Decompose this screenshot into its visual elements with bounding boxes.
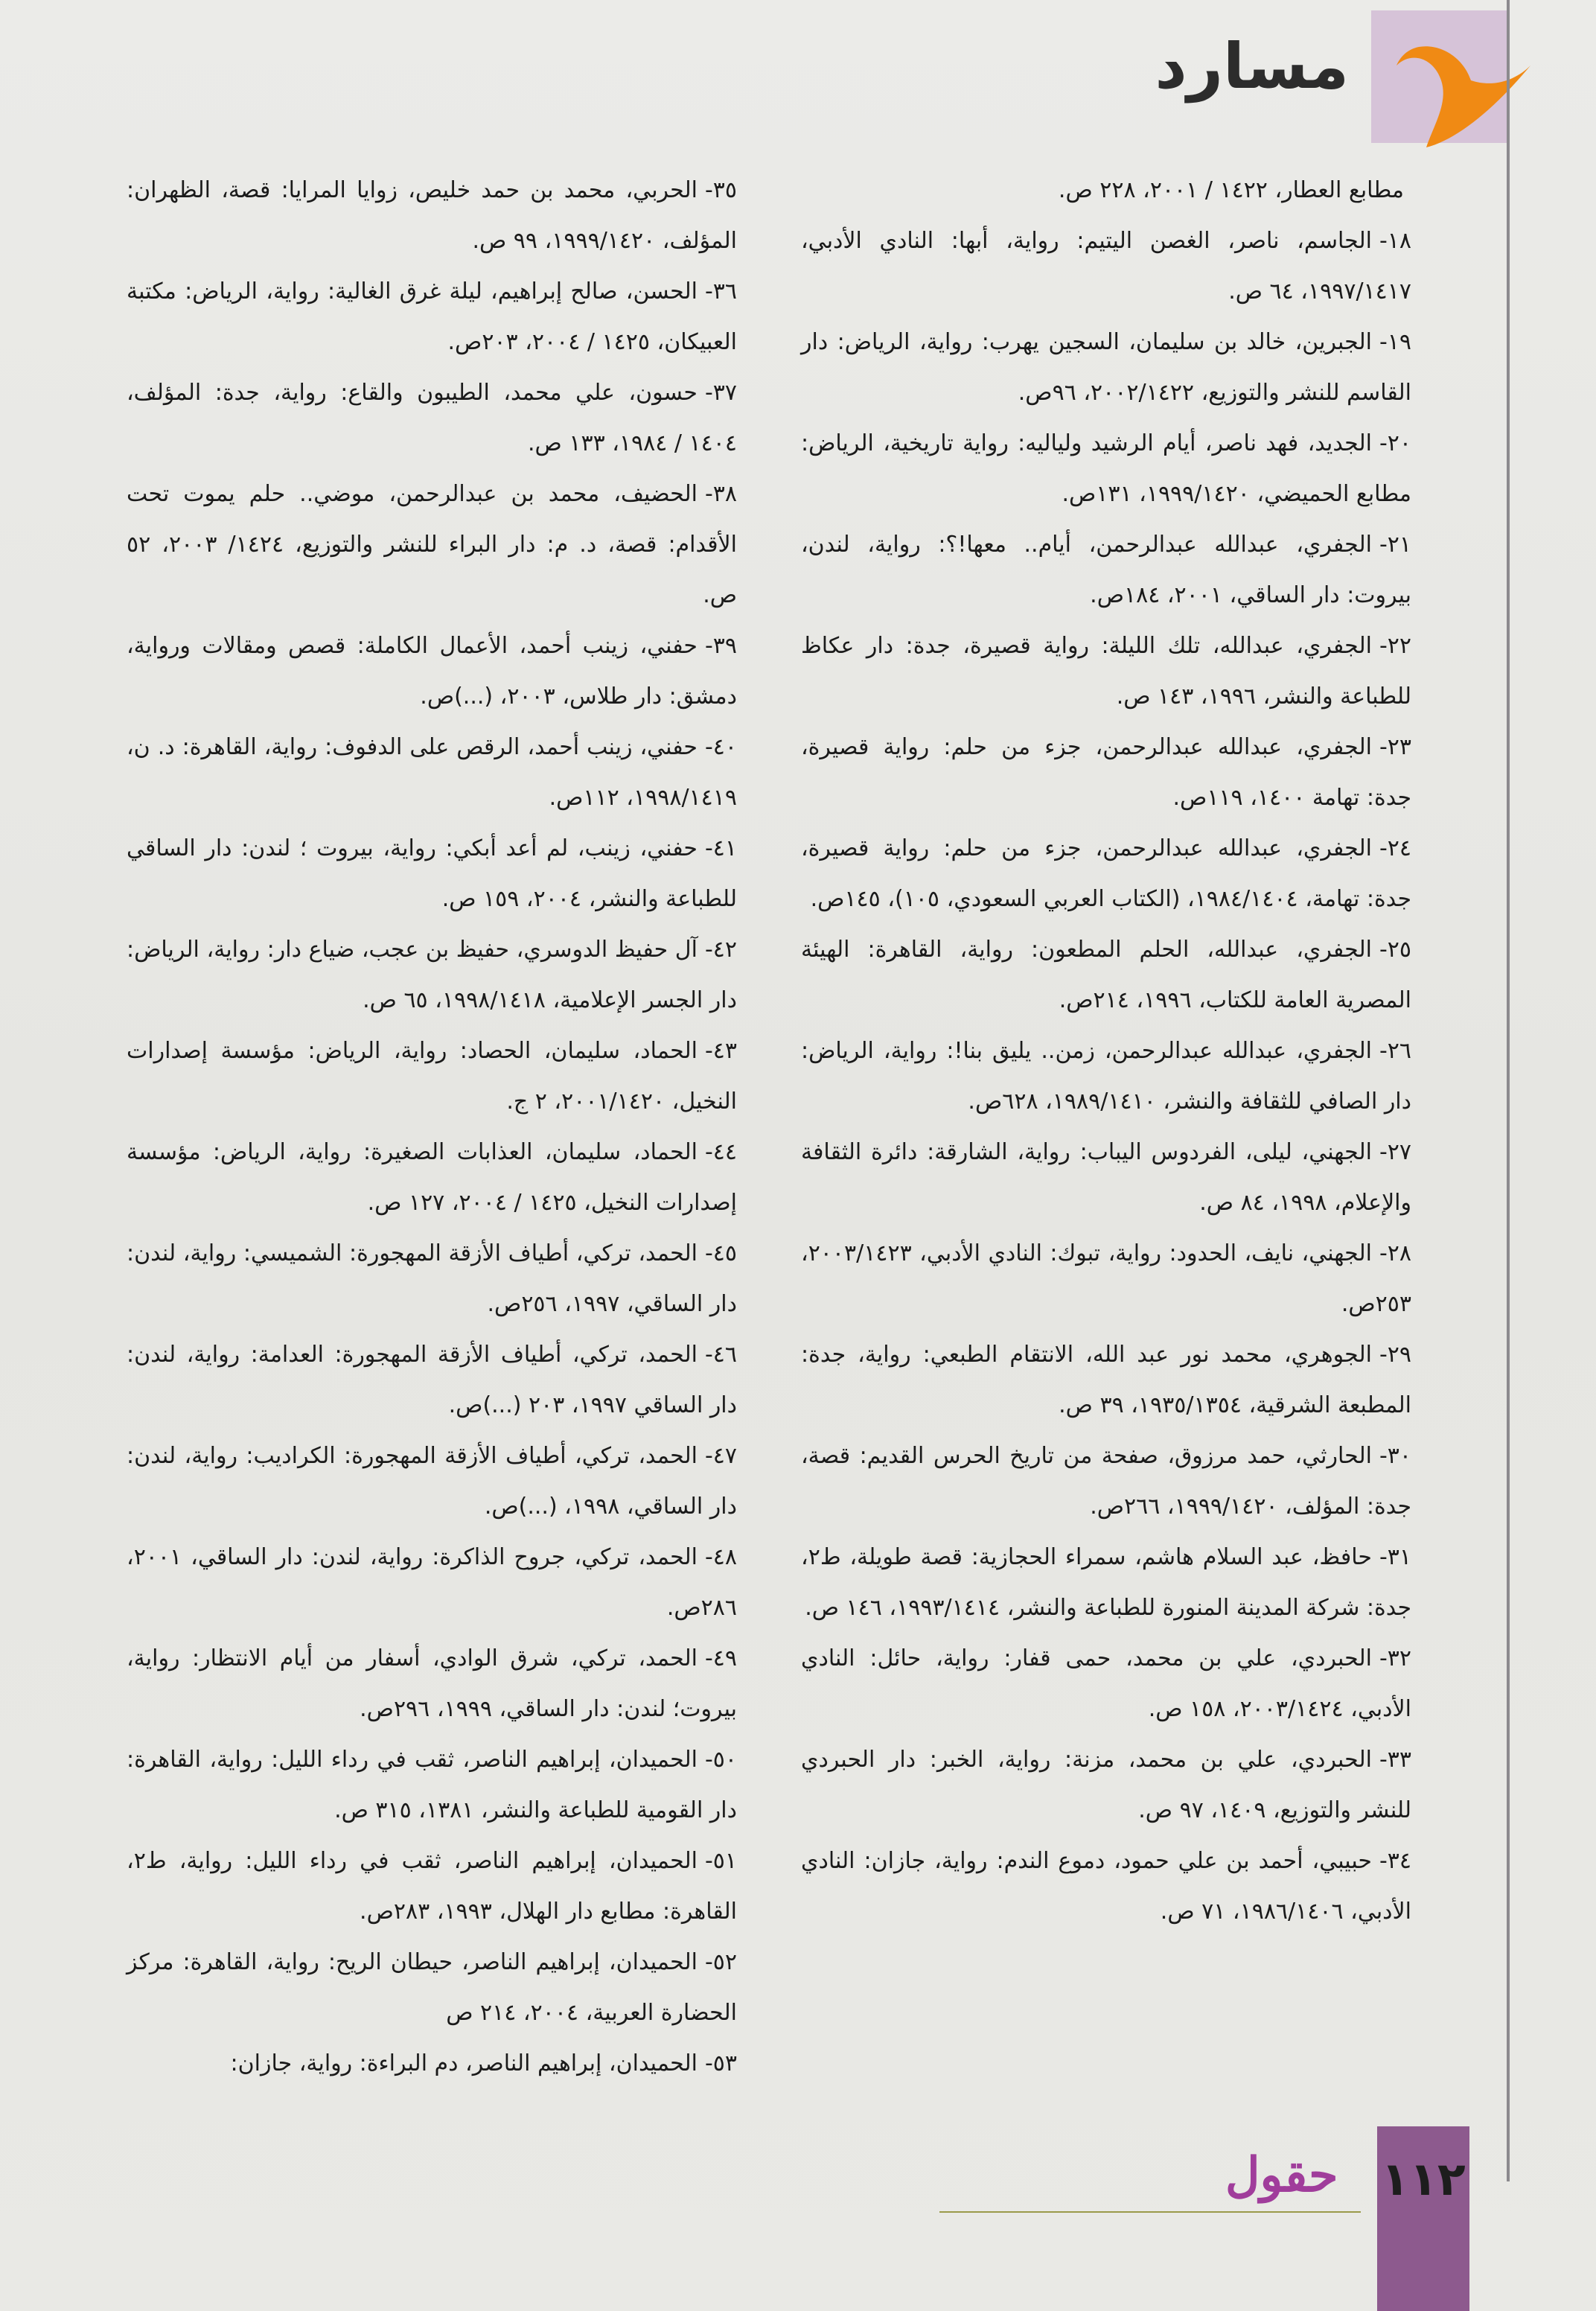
entry-number: ٤٩- — [704, 1645, 737, 1671]
entry-text: الحمد، تركي، جروح الذاكرة: رواية، لندن: دار الساقي، ٢٠٠١، ٢٨٦ص. — [127, 1544, 737, 1621]
entry-number: ٢٦- — [1379, 1038, 1411, 1064]
entry-text: الجفري، عبدالله عبدالرحمن، أيام.. معها!؟: رواية، لندن، بيروت: دار الساقي، ٢٠٠١، ١٨٤ص. — [801, 532, 1411, 608]
bibliography-entry — [801, 1228, 1411, 1330]
entry-text: الحسن، صالح إبراهيم، ليلة غرق الغالية: رواية، الرياض: مكتبة العبيكان، ١٤٢٥ / ٢٠٠٤، ٢٠٣ص. — [127, 278, 737, 355]
bibliography-entry — [127, 1735, 737, 1836]
bibliography-entry — [127, 1532, 737, 1633]
bibliography-entry — [127, 1026, 737, 1127]
bibliography-entry — [801, 216, 1411, 317]
section-title: مسارد — [1155, 30, 1349, 103]
entry-text: الحبردي، علي بن محمد، مزنة: رواية، الخبر: دار الحبردي للنشر والتوزيع، ١٤٠٩، ٩٧ ص. — [801, 1747, 1411, 1823]
entry-text: الحماد، سليمان، العذابات الصغيرة: رواية، الرياض: مؤسسة إصدارات النخيل، ١٤٢٥ / ٢٠٠٤، ١٢٧ ص. — [127, 1139, 737, 1216]
bibliography-entry — [127, 1836, 737, 1937]
entry-number: ٣٠- — [1379, 1443, 1411, 1469]
entry-number: ٤٢- — [704, 937, 737, 963]
bibliography-entry — [801, 1127, 1411, 1228]
entry-number: ١٨- — [1379, 228, 1411, 254]
entry-text: حفني، زينب، لم أعد أبكي: رواية، بيروت ؛ لندن: دار الساقي للطباعة والنشر، ٢٠٠٤، ١٥٩ ص. — [127, 835, 737, 912]
bibliography-entry — [801, 520, 1411, 621]
entry-number: ٢٨- — [1379, 1240, 1411, 1266]
entry-number: ٢٠- — [1379, 430, 1411, 456]
bibliography-entry — [801, 317, 1411, 418]
bibliography-entry — [127, 1431, 737, 1532]
entry-text: الجهني، نايف، الحدود: رواية، تبوك: النادي الأدبي، ٢٠٠٣/١٤٢٣، ٢٥٣ص. — [801, 1240, 1411, 1317]
entry-number: ٥٠- — [704, 1747, 737, 1773]
bibliography-entry — [127, 925, 737, 1026]
entry-text: الحبردي، علي بن محمد، حمى قفار: رواية، حائل: النادي الأدبي، ٢٠٠٣/١٤٢٤، ١٥٨ ص. — [801, 1645, 1411, 1722]
entry-text: الحمد، تركي، شرق الوادي، أسفار من أيام الانتظار: رواية، بيروت؛ لندن: دار الساقي، ١٩٩٩، ٢٩٦ص. — [127, 1645, 737, 1722]
entry-text: الجفري، عبدالله عبدالرحمن، جزء من حلم: رواية قصيرة، جدة: تهامة، ١٩٨٤/١٤٠٤، (الكتاب العربي السعودي، ١٠٥)، ١٤٥ص. — [801, 835, 1411, 912]
entry-number: ٣٥- — [704, 177, 737, 203]
bibliography-entry — [127, 1127, 737, 1228]
entry-text: الحميدان، إبراهيم الناصر، ثقب في رداء الليل: رواية، القاهرة: دار القومية للطباعة والنشر، ١٣٨١، ٣١٥ ص. — [127, 1747, 737, 1823]
entry-number: ٤٤- — [704, 1139, 737, 1165]
entry-text: الحمد، تركي، أطياف الأزقة المهجورة: الكراديب: رواية، لندن: دار الساقي، ١٩٩٨، (...)ص. — [127, 1443, 737, 1520]
entry-number: ٢٥- — [1379, 937, 1411, 963]
page-number: ١١٢ — [1381, 2152, 1466, 2206]
entry-number: ٢٩- — [1379, 1342, 1411, 1368]
bibliography-entry — [801, 1330, 1411, 1431]
entry-text: الحميدان، إبراهيم الناصر، حيطان الريح: رواية، القاهرة: مركز الحضارة العربية، ٢٠٠٤، ٢١٤ ص — [127, 1949, 737, 2026]
entry-number: ٢١- — [1379, 532, 1411, 558]
entry-number: ٤١- — [704, 835, 737, 861]
bibliography-entry — [127, 469, 737, 621]
entry-text: الجفري، عبدالله، الحلم المطعون: رواية، القاهرة: الهيئة المصرية العامة للكتاب، ١٩٩٦، ٢١٤ص. — [801, 937, 1411, 1013]
entry-number: ٣٦- — [704, 278, 737, 305]
bibliography-entry — [127, 1633, 737, 1735]
entry-text: الحمد، تركي، أطياف الأزقة المهجورة: العدامة: رواية، لندن: دار الساقي ١٩٩٧، ٢٠٣ (...)ص. — [127, 1342, 737, 1418]
bibliography-entry — [127, 722, 737, 823]
entry-number: ٣٢- — [1379, 1645, 1411, 1671]
entry-number: ٢٢- — [1379, 633, 1411, 659]
entry-number: ٤٣- — [704, 1038, 737, 1064]
entry-text: حافظ، عبد السلام هاشم، سمراء الحجازية: قصة طويلة، ط٢، جدة: شركة المدينة المنورة للطباعة والنشر، ١٩٩٣/١٤١٤، ١٤٦ ص. — [801, 1544, 1411, 1621]
entry-text: حبيبي، أحمد بن علي حمود، دموع الندم: رواية، جازان: النادي الأدبي، ١٩٨٦/١٤٠٦، ٧١ ص. — [801, 1848, 1411, 1925]
bibliography-entry — [127, 1937, 737, 2039]
bibliography-entry — [801, 1836, 1411, 1937]
bibliography-entry — [127, 2039, 737, 2089]
bibliography-entry — [127, 267, 737, 368]
entry-text: الحميدان، إبراهيم الناصر، دم البراءة: رواية، جازان: — [230, 2050, 698, 2076]
entry-number: ٣٤- — [1379, 1848, 1411, 1874]
entry-text: الحارثي، حمد مرزوق، صفحة من تاريخ الحرس القديم: قصة، جدة: المؤلف، ١٩٩٩/١٤٢٠، ٢٦٦ص. — [801, 1443, 1411, 1520]
entry-text: الجفري، عبدالله، تلك الليلة: رواية قصيرة، جدة: دار عكاظ للطباعة والنشر، ١٩٩٦، ١٤٣ ص. — [801, 633, 1411, 710]
entry-text: الحربي، محمد بن حمد خليص، زوايا المرايا: قصة، الظهران: المؤلف، ١٩٩٩/١٤٢٠، ٩٩ ص. — [127, 177, 737, 254]
entry-number: ٣٧- — [704, 380, 737, 406]
page-divider-rule — [1507, 0, 1510, 2181]
entry-text: آل حفيظ الدوسري، حفيظ بن عجب، ضياع دار: رواية، الرياض: دار الجسر الإعلامية، ١٩٩٨/١٤١٨، ٦٥ ص. — [127, 937, 737, 1013]
bibliography-entry — [127, 165, 737, 267]
bibliography-column-left — [127, 165, 737, 2089]
entry-number: ٤٦- — [704, 1342, 737, 1368]
entry-text: الجبرين، خالد بن سليمان، السجين يهرب: رواية، الرياض: دار القاسم للنشر والتوزيع، ٢٠٠٢/١٤٢٢، ٩٦ص. — [801, 329, 1411, 406]
bibliography-entry — [801, 1532, 1411, 1633]
bibliography-entry — [801, 418, 1411, 520]
entry-text: حفني، زينب أحمد، الرقص على الدفوف: رواية، القاهرة: د. ن، ١٩٩٨/١٤١٩، ١١٢ص. — [127, 734, 737, 811]
entry-text: الجديد، فهد ناصر، أيام الرشيد ولياليه: رواية تاريخية، الرياض: مطابع الحميضي، ١٩٩٩/١٤٢٠، ١٣١ص. — [801, 430, 1411, 507]
entry-number: ٣٩- — [704, 633, 737, 659]
entry-text: الحميدان، إبراهيم الناصر، ثقب في رداء الليل: رواية، ط٢، القاهرة: مطابع دار الهلال، ١٩٩٣، ٢٨٣ص. — [127, 1848, 737, 1925]
entry-number: ٤٠- — [704, 734, 737, 760]
entry-number: ٢٤- — [1379, 835, 1411, 861]
bibliography-entry — [801, 1735, 1411, 1836]
entry-number: ٣١- — [1379, 1544, 1411, 1570]
entry-number: ٢٣- — [1379, 734, 1411, 760]
entry-number: ٣٨- — [704, 481, 737, 507]
bibliography-entry — [801, 1633, 1411, 1735]
entry-number: ٢٧- — [1379, 1139, 1411, 1165]
entry-number: ٥٢- — [704, 1949, 737, 1975]
entry-text: الجاسم، ناصر، الغصن اليتيم: رواية، أبها: النادي الأدبي، ١٩٩٧/١٤١٧، ٦٤ ص. — [801, 228, 1411, 305]
entry-text: الحمد، تركي، أطياف الأزقة المهجورة: الشميسي: رواية، لندن: دار الساقي، ١٩٩٧، ٢٥٦ص. — [127, 1240, 737, 1317]
entry-text: الجفري، عبدالله عبدالرحمن، جزء من حلم: رواية قصيرة، جدة: تهامة ١٤٠٠، ١١٩ص. — [801, 734, 1411, 811]
entry-number: ٤٧- — [704, 1443, 737, 1469]
bibliography-entry — [127, 823, 737, 925]
entry-text: حفني، زينب أحمد، الأعمال الكاملة: قصص ومقالات ورواية، دمشق: دار طلاس، ٢٠٠٣، (...)ص. — [127, 633, 737, 710]
entry-text: الحضيف، محمد بن عبدالرحمن، موضي.. حلم يموت تحت الأقدام: قصة، د. م: دار البراء للنشر والتوزيع، ١٤٢٤/ ٢٠٠٣، ٥٢ ص. — [127, 481, 737, 608]
entry-number: ١٩- — [1379, 329, 1411, 355]
entry-text: الجهني، ليلى، الفردوس اليباب: رواية، الشارقة: دائرة الثقافة والإعلام، ١٩٩٨، ٨٤ ص. — [801, 1139, 1411, 1216]
entry-text: الجفري، عبدالله عبدالرحمن، زمن.. يليق بنا!: رواية، الرياض: دار الصافي للثقافة والنشر، ١٩٨٩/١٤١٠، ٦٢٨ص. — [801, 1038, 1411, 1115]
bibliography-entry — [127, 1228, 737, 1330]
bibliography-column-right — [801, 165, 1411, 1937]
bibliography-entry — [127, 368, 737, 469]
entry-text: الحماد، سليمان، الحصاد: رواية، الرياض: مؤسسة إصدارات النخيل، ٢٠٠١/١٤٢٠، ٢ ج. — [127, 1038, 737, 1115]
entry-number: ٤٨- — [704, 1544, 737, 1570]
bibliography-entry — [801, 925, 1411, 1026]
entry-number: ٣٣- — [1379, 1747, 1411, 1773]
entry-number: ٤٥- — [704, 1240, 737, 1266]
entry-text: مطابع العطار، ١٤٢٢ / ٢٠٠١، ٢٢٨ ص. — [1058, 177, 1404, 203]
bibliography-entry — [801, 621, 1411, 722]
bibliography-entry — [801, 1026, 1411, 1127]
entry-text: حسون، علي محمد، الطيبون والقاع: رواية، جدة: المؤلف، ١٤٠٤ / ١٩٨٤، ١٣٣ ص. — [127, 380, 737, 456]
footer-rule — [939, 2211, 1361, 2213]
entry-number: ٥٣- — [704, 2050, 737, 2076]
magazine-logo: حقول — [1225, 2147, 1338, 2203]
section-swoosh-icon — [1382, 36, 1545, 170]
bibliography-entry — [127, 621, 737, 722]
bibliography-entry — [801, 823, 1411, 925]
bibliography-entry — [801, 165, 1411, 216]
bibliography-entry — [127, 1330, 737, 1431]
bibliography-entry — [801, 722, 1411, 823]
entry-text: الجوهري، محمد نور عبد الله، الانتقام الطبعي: رواية، جدة: المطبعة الشرقية، ١٩٣٥/١٣٥٤، ٣٩ ص. — [801, 1342, 1411, 1418]
entry-number: ٥١- — [704, 1848, 737, 1874]
bibliography-entry — [801, 1431, 1411, 1532]
